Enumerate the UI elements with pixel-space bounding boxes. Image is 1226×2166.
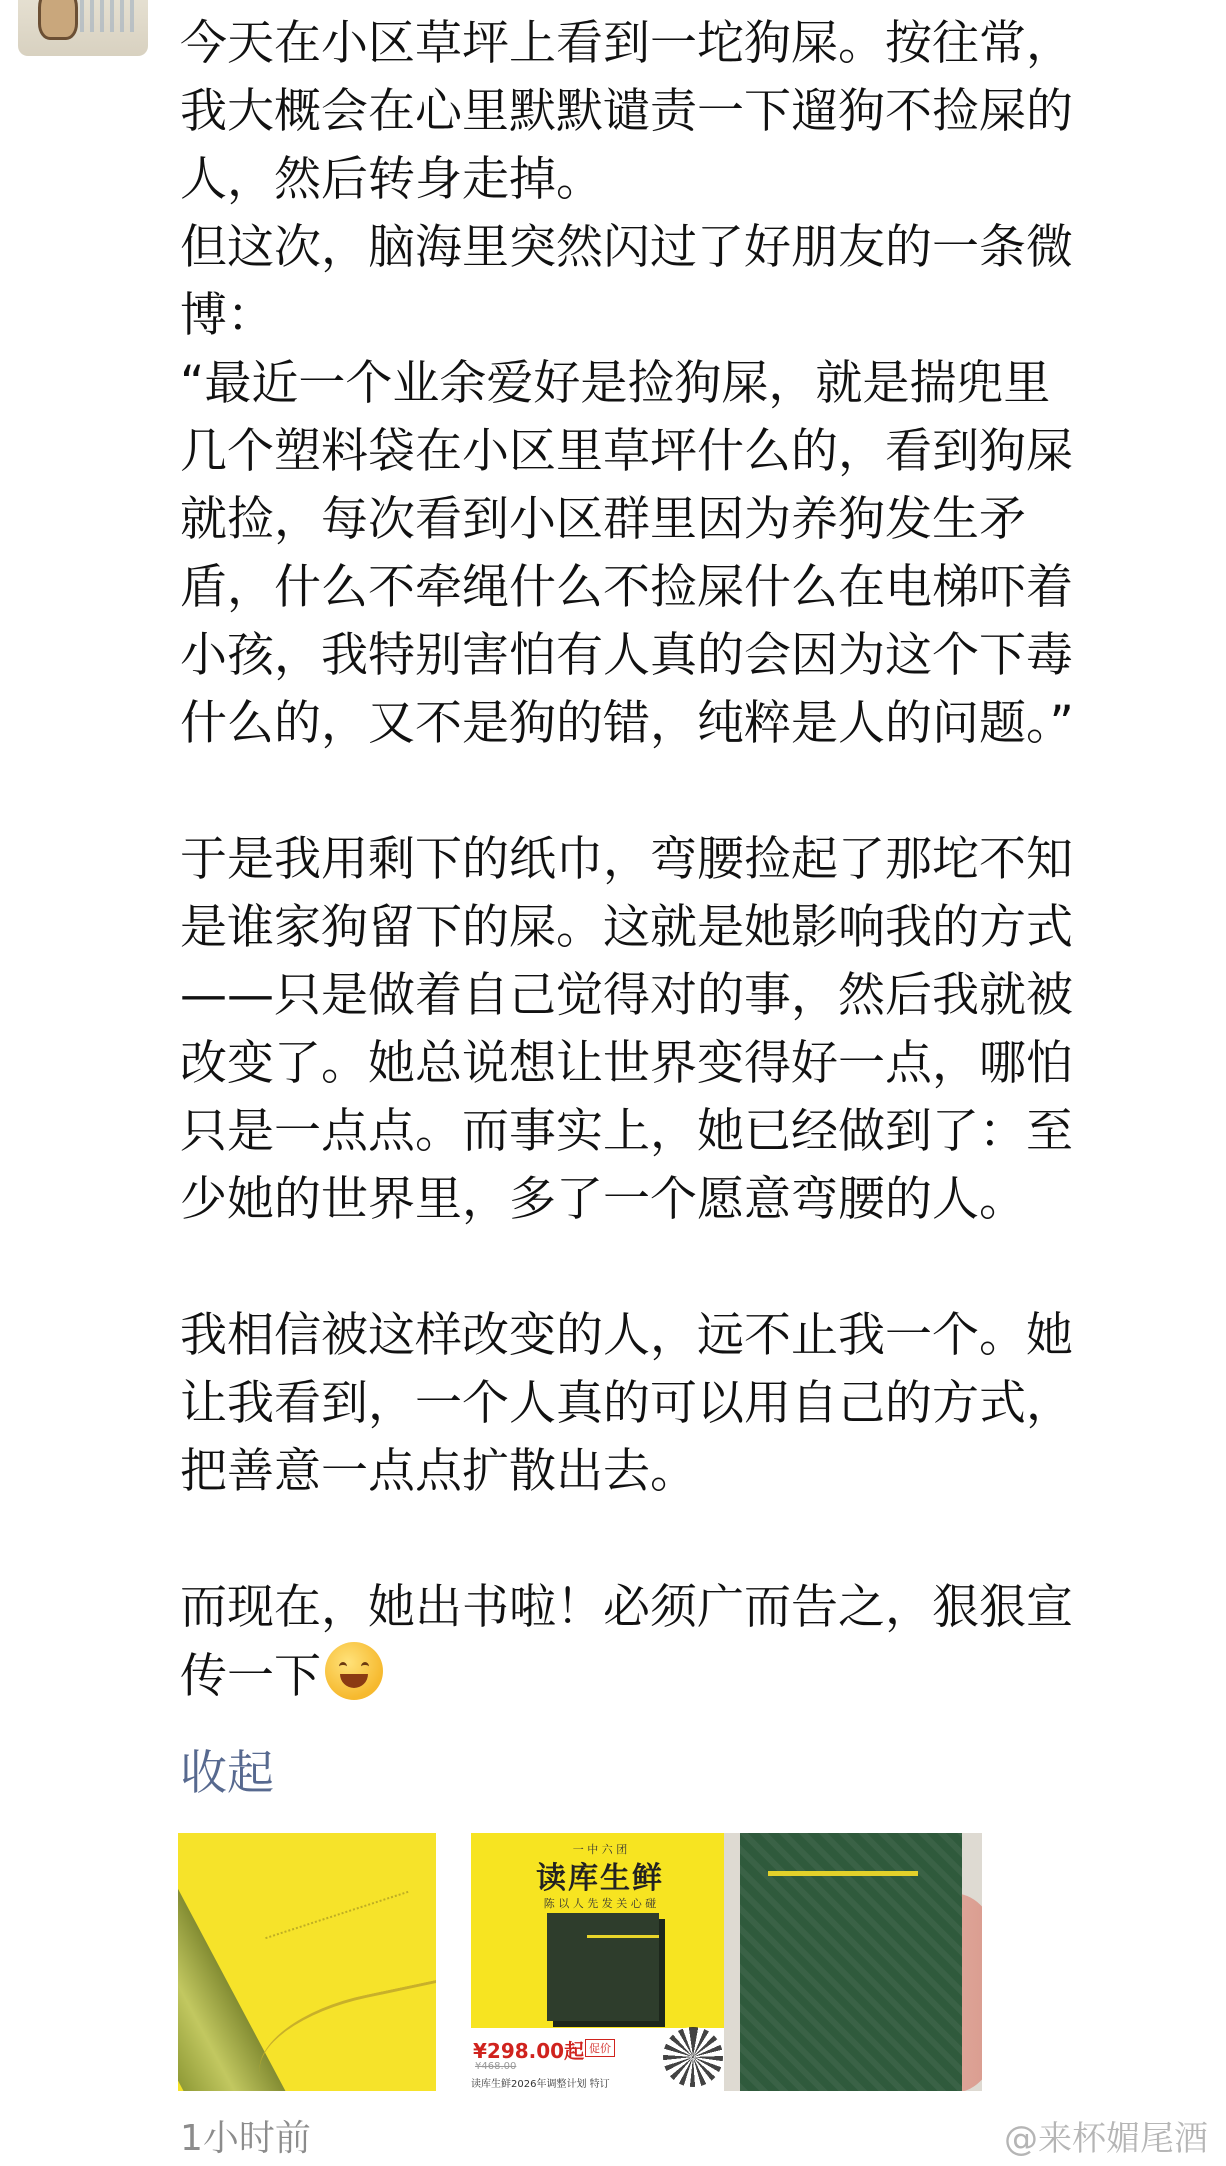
paragraph-gap [180,1234,1150,1302]
paragraph-1: 今天在小区草坪上看到一坨狗屎。按往常， 我大概会在心里默默谴责一下遛狗不捡屎的 人，然后转身走掉。 但这次，脑海里突然闪过了好朋友的一条微 博： “最近一个业余爱好是捡狗屎，就是揣兜里 几个塑料袋在小区里草坪什么的，看到狗屎 就捡，每次看到小区群里因为养狗发生矛 盾，什么不牵绳什么不捡屎什么在电梯吓着 小孩，我特别害怕有人真的会因为这个下毒 什么的，又不是狗的错，纯粹是人的问题。” [180,16,1074,751]
image-thumbnail-3[interactable] [724,1833,982,2091]
poster-price: ¥298.00起 [473,2039,585,2063]
paragraph-4 [180,1574,1150,1711]
poster-top-text: 一 中 六 团 [572,1843,628,1856]
poster-subtitle: 陈 以 人 先 发 关 心 碰 [543,1897,657,1910]
cover-text-line [265,1891,421,1977]
poster-old-price: ¥468.00 [475,2061,517,2072]
paragraph-4-text: 而现在，她出书啦！必须广而告之，狠狠宣 传一下 [180,1580,1073,1704]
poster-badge: 促价 [585,2039,615,2057]
paragraph-gap [180,758,1150,826]
grinning-face-icon [325,1642,383,1700]
qr-code-icon [663,2027,723,2087]
image-thumbnail-1[interactable] [178,1833,436,2091]
paragraph-gap [180,1506,1150,1574]
collapse-link[interactable]: 收起 [180,1746,274,1801]
post-text [180,10,1150,1711]
poster-footer: 读库生鲜2026年调整计划 特订 [471,2079,610,2090]
watermark: @来杯媚尾酒 [1004,2119,1208,2159]
avatar-figure [38,0,78,40]
book-box-image [547,1913,659,2021]
avatar-background [80,0,140,32]
post-timestamp: 1小时前 [180,2118,311,2159]
book-yellow-strip [768,1871,918,1876]
paragraph-3: 我相信被这样改变的人，远不止我一个。她 让我看到，一个人真的可以用自己的方式， 把善意一点点扩散出去。 [180,1308,1073,1499]
avatar[interactable] [18,0,148,56]
paragraph-2: 于是我用剩下的纸巾，弯腰捡起了那坨不知 是谁家狗留下的屎。这就是她影响我的方式 ——只是做着自己觉得对的事，然后我就被 改变了。她总说想让世界变得好一点，哪怕 只是一点点。而事实上，她已经做到了：至 少她的世界里，多了一个愿意弯腰的人。 [180,832,1073,1227]
poster-title: 读库生鲜 [536,1861,664,1896]
cover-decor-line [249,1978,436,2091]
image-thumbnail-2[interactable] [471,1833,729,2091]
